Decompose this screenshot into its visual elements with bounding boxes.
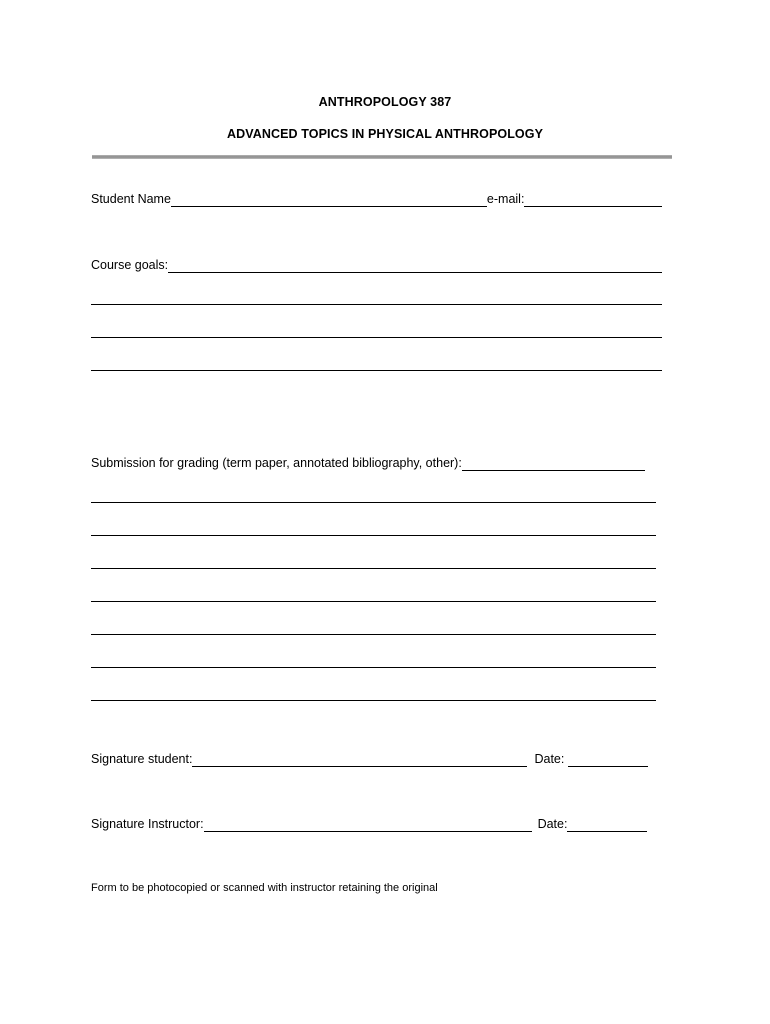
course-goals-line[interactable] — [91, 370, 662, 371]
course-goals-line[interactable] — [91, 304, 662, 305]
student-name-field[interactable] — [171, 192, 487, 207]
course-goals-line[interactable] — [91, 337, 662, 338]
date-student-field[interactable] — [568, 752, 648, 767]
signature-student-label: Signature student: — [91, 752, 193, 766]
submission-line[interactable] — [91, 568, 656, 569]
submission-field[interactable] — [462, 456, 645, 471]
submission-line[interactable] — [91, 535, 656, 536]
email-label: e-mail: — [486, 192, 525, 206]
footer-note: Form to be photocopied or scanned with instructor retaining the original — [91, 882, 438, 894]
submission-line[interactable] — [91, 700, 656, 701]
submission-line[interactable] — [91, 502, 656, 503]
signature-instructor-row — [91, 817, 647, 832]
signature-student-row — [91, 752, 648, 767]
course-title-heading: ADVANCED TOPICS IN PHYSICAL ANTHROPOLOGY — [226, 127, 544, 141]
date-label: Date: — [537, 817, 568, 831]
course-goals-row — [91, 258, 662, 273]
submission-line[interactable] — [91, 601, 656, 602]
course-goals-label: Course goals: — [91, 258, 169, 272]
student-name-label: Student Name — [91, 192, 171, 206]
submission-line[interactable] — [91, 667, 656, 668]
signature-student-field[interactable] — [192, 752, 527, 767]
signature-instructor-field[interactable] — [204, 817, 532, 832]
email-field[interactable] — [524, 192, 662, 207]
signature-instructor-label: Signature Instructor: — [91, 817, 204, 831]
date-label: Date: — [534, 752, 568, 766]
submission-line[interactable] — [91, 634, 656, 635]
student-name-row — [91, 192, 662, 207]
header-divider — [92, 155, 672, 159]
course-code-heading: ANTHROPOLOGY 387 — [318, 95, 452, 109]
submission-row — [91, 456, 645, 471]
course-goals-field[interactable] — [168, 258, 662, 273]
date-instructor-field[interactable] — [567, 817, 647, 832]
submission-label: Submission for grading (term paper, annotated bibliography, other): — [91, 456, 462, 470]
